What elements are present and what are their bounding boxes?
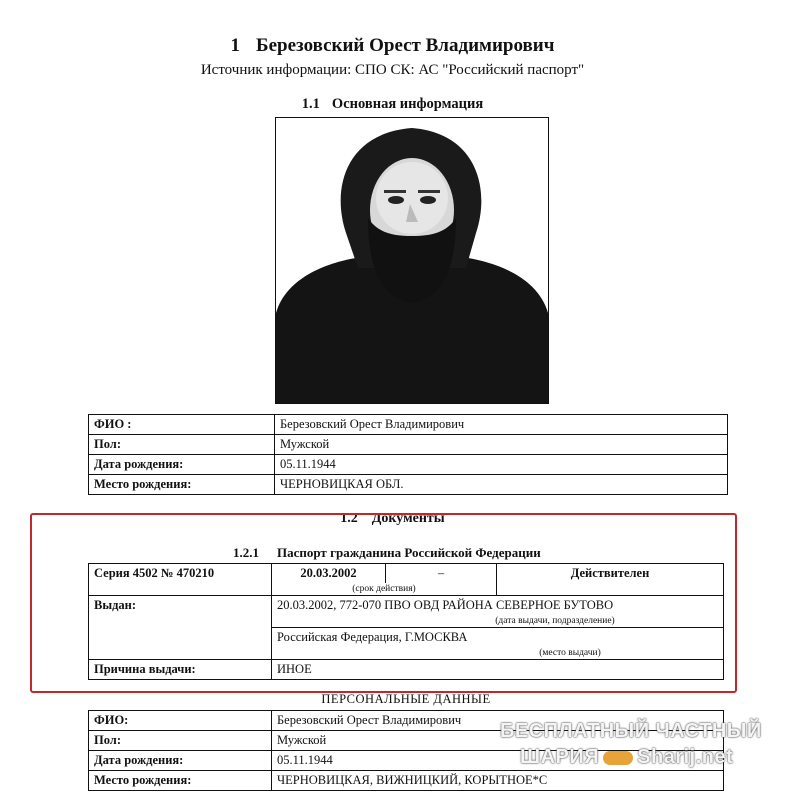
reason-label: Причина выдачи:	[89, 660, 272, 680]
watermark	[500, 718, 785, 770]
p-birthdate-label: Дата рождения:	[89, 751, 272, 771]
info-source: Источник информации: СПО СК: АС "Российский паспорт"	[200, 62, 585, 78]
fio-label: ФИО :	[89, 415, 275, 435]
portrait-image	[276, 118, 548, 403]
sex-label: Пол:	[89, 435, 275, 455]
main-info-number: 1.1	[301, 96, 320, 112]
issued-label: Выдан:	[89, 596, 272, 616]
p-fio-value: Березовский Орест Владимирович	[272, 711, 724, 731]
person-name: Березовский Орест Владимирович	[256, 35, 555, 56]
table-row	[89, 435, 728, 455]
main-info-heading	[0, 96, 785, 113]
personal-data-heading: ПЕРСОНАЛЬНЫЕ ДАННЫЕ	[321, 692, 491, 706]
portrait-photo	[275, 117, 549, 404]
passport-status: Действителен	[497, 564, 724, 596]
pointing-hand-icon	[603, 751, 633, 765]
section-number: 1	[230, 35, 241, 56]
passport-dash: –	[386, 564, 497, 584]
documents-title: Документы	[371, 511, 445, 526]
sex-value: Мужской	[275, 435, 728, 455]
fio-value: Березовский Орест Владимирович	[275, 415, 728, 435]
watermark-line2	[500, 744, 785, 770]
p-birthplace-label: Место рождения:	[89, 771, 272, 791]
documents-number: 1.2	[340, 511, 358, 526]
issued-value: 20.03.2002, 772-070 ПВО ОВД РАЙОНА СЕВЕРНОЕ БУТОВО	[272, 596, 724, 616]
p-sex-label: Пол:	[89, 731, 272, 751]
p-sex-value: Мужской	[272, 731, 724, 751]
main-info-title: Основная информация	[331, 96, 484, 112]
passport-date: 20.03.2002	[272, 564, 386, 584]
table-row	[89, 771, 724, 791]
birthdate-value: 05.11.1944	[275, 455, 728, 475]
passport-series: Серия 4502 № 470210	[89, 564, 272, 584]
passport-number: 1.2.1	[233, 545, 259, 560]
main-info-table	[88, 414, 728, 495]
watermark-site: Sharij.net	[637, 746, 734, 768]
p-birthplace-value: ЧЕРНОВИЦКАЯ, ВИЖНИЦКИЙ, КОРЫТНОЕ*С	[272, 771, 724, 791]
birthdate-label: Дата рождения:	[89, 455, 275, 475]
place-caption: (место выдачи)	[272, 647, 724, 660]
birthplace-label: Место рождения:	[89, 475, 275, 495]
person-heading	[0, 35, 785, 57]
watermark-line1: БЕСПЛАТНЫЙ ЧАСТНЫЙ	[500, 720, 762, 742]
place-value: Российская Федерация, Г.МОСКВА	[272, 628, 724, 648]
watermark-name: ШАРИЯ	[520, 746, 600, 768]
issued-caption: (дата выдачи, подразделение)	[272, 615, 724, 628]
table-row	[89, 475, 728, 495]
p-fio-label: ФИО:	[89, 711, 272, 731]
p-birthdate-value: 05.11.1944	[272, 751, 724, 771]
birthplace-value: ЧЕРНОВИЦКАЯ ОБЛ.	[275, 475, 728, 495]
reason-value: ИНОЕ	[272, 660, 724, 680]
table-row	[89, 455, 728, 475]
highlight-frame	[30, 513, 737, 693]
passport-title: Паспорт гражданина Российской Федерации	[277, 545, 541, 560]
table-row	[89, 415, 728, 435]
validity-caption: (срок действия)	[272, 583, 497, 596]
